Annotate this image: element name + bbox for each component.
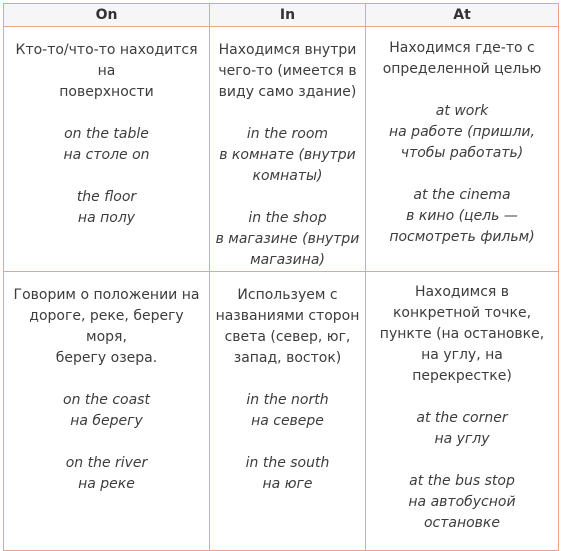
example-english: at the corner bbox=[416, 410, 508, 426]
example-russian: на полу bbox=[77, 210, 136, 226]
description-line: берегу озера. bbox=[55, 350, 158, 366]
header-at: At bbox=[366, 4, 559, 27]
example-russian: на севере bbox=[251, 413, 324, 429]
description-line: Находимся где-то с bbox=[389, 40, 535, 56]
description-line: на углу, на bbox=[421, 347, 503, 363]
description-line: Говорим о положении на bbox=[13, 287, 200, 303]
example-russian: на столе on bbox=[63, 147, 150, 163]
cell-at-point bbox=[366, 272, 559, 551]
example-russian: в магазине (внутри bbox=[215, 231, 360, 247]
example-english: in the room bbox=[246, 126, 329, 142]
description-line: Находимся в bbox=[414, 284, 510, 300]
table-row bbox=[4, 27, 559, 272]
example-russian: на работе (пришли, bbox=[389, 124, 535, 140]
example-russian: магазина) bbox=[250, 252, 325, 268]
example-english: at the bus stop bbox=[409, 473, 515, 489]
example-russian: в кино (цель — bbox=[406, 208, 518, 224]
table-header-row bbox=[4, 4, 559, 27]
header-on: On bbox=[4, 4, 210, 27]
example-english: in the north bbox=[246, 392, 329, 408]
example-english: in the south bbox=[245, 455, 330, 471]
cell-in-inside bbox=[210, 27, 366, 272]
table-row bbox=[4, 272, 559, 551]
example-russian: на автобусной bbox=[408, 494, 516, 510]
description-line: Находимся внутри bbox=[218, 42, 357, 58]
description-line: поверхности bbox=[59, 84, 154, 100]
description-line: виду само здание) bbox=[218, 84, 357, 100]
example-english: on the river bbox=[65, 455, 148, 471]
cell-in-directions bbox=[210, 272, 366, 551]
example-russian: на юге bbox=[262, 476, 313, 492]
description-line: света (север, юг, bbox=[224, 329, 351, 345]
example-russian: на берегу bbox=[70, 413, 143, 429]
description-line: определенной целью bbox=[382, 61, 542, 77]
example-russian: остановке bbox=[423, 515, 501, 531]
description-line: пункте (на остановке, bbox=[379, 326, 545, 342]
example-english: at work bbox=[435, 103, 489, 119]
example-russian: на реке bbox=[78, 476, 135, 492]
example-english: the floor bbox=[76, 189, 137, 205]
example-russian: чтобы работать) bbox=[400, 145, 524, 161]
description-line: Используем с bbox=[237, 287, 338, 303]
description-line: Кто-то/что-то находится на bbox=[15, 42, 198, 79]
example-russian: комнаты) bbox=[252, 168, 323, 184]
description-line: дороге, реке, берегу моря, bbox=[29, 308, 184, 345]
cell-on-surface bbox=[4, 27, 210, 272]
description-line: названиями сторон bbox=[215, 308, 360, 324]
cell-on-road-river bbox=[4, 272, 210, 551]
description-line: чего-то (имеется в bbox=[218, 63, 357, 79]
example-english: at the cinema bbox=[413, 187, 511, 203]
description-line: конкретной точке, bbox=[392, 305, 532, 321]
header-in: In bbox=[210, 4, 366, 27]
example-russian: посмотреть фильм) bbox=[389, 229, 535, 245]
example-english: on the table bbox=[64, 126, 149, 142]
example-russian: в комнате (внутри bbox=[219, 147, 356, 163]
cell-at-purpose bbox=[366, 27, 559, 272]
description-line: перекрестке) bbox=[412, 368, 512, 384]
example-english: in the shop bbox=[248, 210, 327, 226]
example-english: on the coast bbox=[63, 392, 150, 408]
example-russian: на углу bbox=[434, 431, 490, 447]
description-line: запад, восток) bbox=[233, 350, 342, 366]
prepositions-table bbox=[3, 3, 559, 551]
